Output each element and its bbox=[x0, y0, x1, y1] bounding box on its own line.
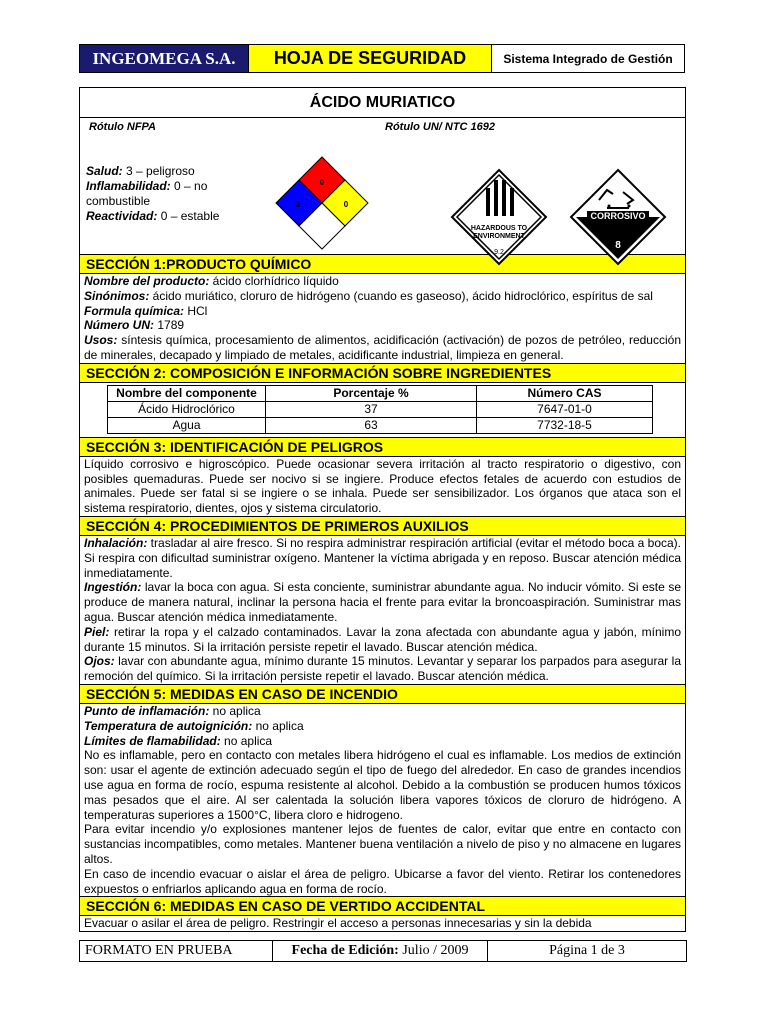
corrosive-sign-class: 8 bbox=[615, 240, 621, 251]
reactivity-key: Reactividad: bbox=[86, 209, 158, 223]
autoignition-key: Temperatura de autoignición: bbox=[84, 718, 253, 733]
safety-sheet-body bbox=[79, 87, 686, 932]
section-3-heading: SECCIÓN 3: IDENTIFICACIÓN DE PELIGROS bbox=[80, 437, 685, 457]
un-label-title: Rótulo UN/ NTC 1692 bbox=[385, 121, 496, 133]
nfpa-ratings bbox=[86, 164, 256, 224]
formula-key: Formula química: bbox=[84, 303, 185, 318]
nfpa-health-number: 3 bbox=[295, 200, 301, 209]
section-2-heading: SECCIÓN 2: COMPOSICIÓN E INFORMACIÓN SOBRE INGREDIENTES bbox=[80, 363, 685, 383]
inhalation-key: Inhalación: bbox=[84, 535, 148, 550]
section-6-heading: SECCIÓN 6: MEDIDAS EN CASO DE VERTIDO ACCIDENTAL bbox=[80, 896, 685, 916]
env-sign-class: 9.2 bbox=[494, 249, 504, 256]
table-cell: 37 bbox=[266, 401, 477, 417]
composition-header-row bbox=[108, 385, 653, 401]
table-row bbox=[108, 401, 653, 417]
section-1-heading: SECCIÓN 1:PRODUCTO QUÍMICO bbox=[80, 255, 685, 274]
formula-value: HCl bbox=[184, 303, 208, 318]
col-percent: Porcentaje % bbox=[266, 385, 477, 401]
un-number-value: 1789 bbox=[154, 318, 185, 333]
edition-date-value: Julio / 2009 bbox=[398, 943, 469, 958]
section-1-body bbox=[80, 274, 685, 363]
env-sign-text-1: HAZARDOUS TO bbox=[470, 225, 528, 232]
corrosive-sign-text: CORROSIVO bbox=[590, 211, 646, 221]
synonyms-value: ácido muriático, cloruro de hidrógeno (cuando es gaseoso), ácido hidroclórico, espíritus de sal bbox=[149, 288, 653, 303]
table-cell: Agua bbox=[108, 417, 266, 433]
table-cell: Ácido Hidroclórico bbox=[108, 401, 266, 417]
hazard-labels bbox=[80, 118, 685, 255]
corrosive-sign-icon bbox=[569, 168, 667, 266]
fire-paragraph-2: Para evitar incendio y/o explosiones mantener lejos de fuentes de calor, evitar que entre en contacto con sustancias incompatibles, como metales. Mantener buena ventilación a nivelo de piso y no almacene en lugares altos. bbox=[84, 822, 681, 866]
nfpa-flammability-number: 0 bbox=[319, 178, 325, 187]
nfpa-reactivity-number: 0 bbox=[343, 200, 349, 209]
hazardous-environment-sign-icon bbox=[450, 168, 548, 266]
uses-value: síntesis química, procesamiento de alimentos, acidificación (activación) de pozos de petróleo, reducción de minerales, decapado y limpiado de metales, acidificante industrial, limpieza en general. bbox=[84, 333, 681, 362]
section-3-body: Líquido corrosivo e higroscópico. Puede ocasionar severa irritación al tracto respiratorio o digestivo, con posibles quemaduras. Puede ser nocivo si se ingiere. Produce efectos fetales de acuerdo con estudios de animales. Puede ser fatal si se ingiere o se inhala. Puede ser sensibilizador. Los órganos que ataca son el sistema respiratorio, dientes, ojos y sistema circulatorio. bbox=[84, 456, 681, 516]
edition-date-key: Fecha de Edición: bbox=[291, 943, 399, 958]
system-name: Sistema Integrado de Gestión bbox=[503, 51, 673, 66]
chemical-name: ÁCIDO MURIATICO bbox=[80, 88, 685, 118]
skin-key: Piel: bbox=[84, 624, 110, 639]
company-name: INGEOMEGA S.A. bbox=[80, 45, 249, 72]
env-sign-text-2: ENVIRONMENT bbox=[473, 233, 525, 240]
eyes-key: Ojos: bbox=[84, 654, 115, 669]
col-component: Nombre del componente bbox=[108, 385, 266, 401]
inhalation-value: trasladar al aire fresco. Si no respira administrar respiración artificial (evitar el método boca a boca). Si respira con dificultad suministrar oxígeno. Mantener la víctima abrigada y en reposo. Buscar atención médica inmediatamente. bbox=[84, 535, 681, 580]
section-4-body bbox=[80, 536, 685, 684]
flammability-key: Inflamabilidad: bbox=[86, 179, 171, 193]
flammability-limits-value: no aplica bbox=[220, 733, 273, 748]
flammability-limits-key: Límites de flamabilidad: bbox=[84, 733, 221, 748]
page-number: Página 1 de 3 bbox=[549, 943, 625, 958]
table-cell: 7732-18-5 bbox=[477, 417, 653, 433]
sheet-title: HOJA DE SEGURIDAD bbox=[249, 45, 492, 72]
flash-point-value: no aplica bbox=[209, 703, 261, 718]
section-5-body bbox=[80, 704, 685, 896]
nfpa-diamond-icon bbox=[274, 155, 370, 255]
product-name-key: Nombre del producto: bbox=[84, 274, 210, 288]
section-6-body: Evacuar o asilar el área de peligro. Restringir el acceso a personas innecesarias y sin la debida bbox=[84, 916, 592, 931]
document-header bbox=[79, 44, 685, 73]
section-5-heading: SECCIÓN 5: MEDIDAS EN CASO DE INCENDIO bbox=[80, 684, 685, 704]
health-key: Salud: bbox=[86, 164, 123, 178]
synonyms-key: Sinónimos: bbox=[84, 288, 150, 303]
reactivity-value: 0 – estable bbox=[160, 209, 220, 223]
section-4-heading: SECCIÓN 4: PROCEDIMIENTOS DE PRIMEROS AUXILIOS bbox=[80, 516, 685, 536]
col-cas: Número CAS bbox=[477, 385, 653, 401]
un-number-key: Número UN: bbox=[84, 318, 155, 333]
nfpa-label-title: Rótulo NFPA bbox=[89, 121, 157, 133]
edition-date bbox=[273, 941, 488, 961]
health-value: 3 – peligroso bbox=[126, 164, 195, 178]
table-cell: 63 bbox=[266, 417, 477, 433]
flash-point-key: Punto de inflamación: bbox=[84, 703, 210, 718]
skin-value: retirar la ropa y el calzado contaminados. Lavar la zona afectada con abundante agua y jabón, mínimo durante 15 minutos. Si la irritación persiste repetir el lavado. Buscar atención médica. bbox=[84, 624, 681, 654]
product-name-value: ácido clorhídrico líquido bbox=[209, 274, 339, 288]
format-status: FORMATO EN PRUEBA bbox=[80, 941, 273, 961]
flammability-value: 0 – no combustible bbox=[86, 179, 208, 208]
uses-key: Usos: bbox=[84, 333, 118, 348]
ingestion-key: Ingestión: bbox=[84, 580, 142, 595]
document-footer bbox=[79, 940, 687, 962]
table-row bbox=[108, 417, 653, 433]
autoignition-value: no aplica bbox=[252, 718, 304, 733]
fire-paragraph-3: En caso de incendio evacuar o aislar el área de peligro. Ubicarse a favor del viento. Retirar los contenedores expuestos o enfriarlos aplicando agua en forma de rocío. bbox=[84, 866, 681, 896]
eyes-value: lavar con abundante agua, mínimo durante 15 minutos. Levantar y separar los parpados para asegurar la remoción del químico. Si la irritación persiste repetir el lavado. Buscar atención médica. bbox=[84, 654, 681, 684]
table-cell: 7647-01-0 bbox=[477, 401, 653, 417]
fire-paragraph-1: No es inflamable, pero en contacto con metales libera hidrógeno el cual es inflamable. Los medios de extinción son: usar el agente de extinción adecuado según el tipo de fuego del alrededor. En caso de grandes incendios use agua en forma de rocío, espuma resistente al alcohol. Debido a la combustión se producen humos tóxicos mas pesados que el aire. Al ser calentada la solución libera vapores tóxicos de cloruro de hidrógeno. A temperaturas superiores a 1500°C, libera cloro e hidrogeno. bbox=[84, 748, 681, 822]
composition-table bbox=[107, 385, 653, 434]
ingestion-value: lavar la boca con agua. Si esta conciente, suministrar abundante agua. No inducir vómito. Si este se produce de manera natural, inclinar la persona hacia el frente para evitar la broncoaspiración. Suministrar mas agua. Buscar atención médica inmediatamente. bbox=[84, 580, 681, 624]
